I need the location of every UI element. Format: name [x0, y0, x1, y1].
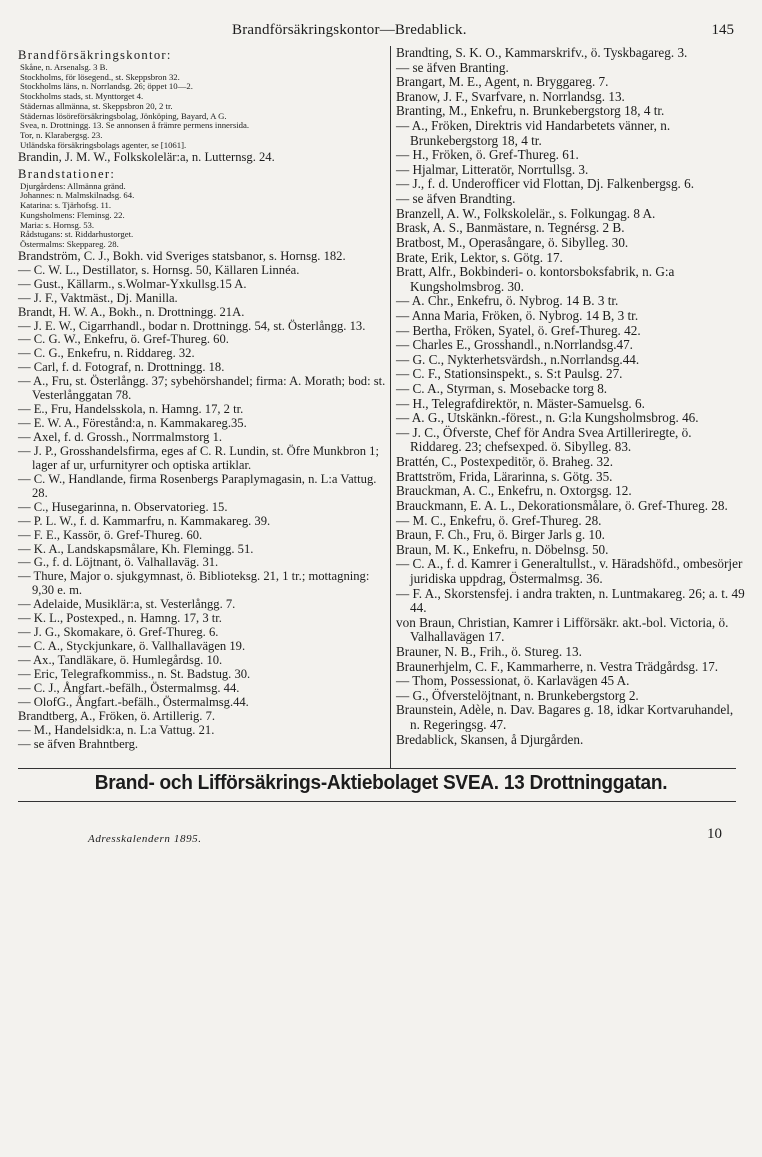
- right-column-entry: Brattén, C., Postexpeditör, ö. Braheg. 32.: [396, 454, 614, 470]
- left-column-entry: Rådstugans: st. Riddarhustorget.: [20, 229, 134, 240]
- left-column-entry: — J. E. W., Cigarrhandl., bodar n. Drottningg. 54, st. Österlångg. 13.: [18, 318, 366, 333]
- left-column-entry: — se äfven Brahntberg.: [18, 736, 139, 751]
- left-column-entry: — G., f. d. Löjtnant, ö. Valhallaväg. 31.: [18, 555, 219, 570]
- left-column-entry: Djurgårdens: Allmänna gränd.: [20, 180, 126, 191]
- left-column-entry: — J. G., Skomakare, ö. Gref-Thureg. 6.: [18, 625, 219, 640]
- left-column-entry: — P. L. W., f. d. Kammarfru, n. Kammakareg. 39.: [18, 513, 271, 528]
- right-column-entry: Bratbost, M., Operasångare, ö. Sibylleg. 30.: [396, 234, 629, 250]
- right-column-entry: — J., f. d. Underofficer vid Flottan, Dj. Falkenbergsg. 6.: [396, 176, 695, 192]
- left-column-entry: Brandt, H. W. A., Bokh., n. Drottningg. 21A.: [18, 304, 245, 319]
- right-column-entry: von Braun, Christian, Kamrer i Lifförsäkr. akt.-bol. Victoria, ö. Valhallavägen 17.: [396, 614, 729, 645]
- right-column-entry: — G. C., Nykterhetsvärdsh., n.Norrlandsg.44.: [396, 351, 640, 367]
- left-column-entry: — A., Fru, st. Österlångg. 37; sybehörshandel; firma: A. Morath; bod: st. Vesterlånggatan 78.: [18, 374, 386, 403]
- right-column-entry: Brate, Erik, Lektor, s. Götg. 17.: [396, 249, 563, 265]
- left-column-entry: — F. E., Kassör, ö. Gref-Thureg. 60.: [18, 527, 203, 542]
- right-column-entry: Branzell, A. W., Folkskolelär., s. Folkungag. 8 A.: [396, 205, 656, 221]
- left-column-entry: Brandförsäkringskontor:: [18, 48, 172, 62]
- right-column-entry: Braunerhjelm, C. F., Kammarherre, n. Vestra Trädgårdsg. 17.: [396, 658, 719, 674]
- left-column-entry: — E., Fru, Handelsskola, n. Hamng. 17, 2 tr.: [18, 402, 244, 417]
- right-column-entry: — H., Telegrafdirektör, n. Mäster-Samuelsg. 6.: [396, 395, 645, 411]
- right-column-entry: — Bertha, Fröken, Syatel, ö. Gref-Thureg. 42.: [396, 322, 641, 338]
- right-column-entry: — M. C., Enkefru, ö. Gref-Thureg. 28.: [396, 512, 602, 528]
- right-column-entry: — A. Chr., Enkefru, ö. Nybrog. 14 B. 3 tr.: [396, 293, 619, 309]
- left-column-entry: — C., Husegarinna, n. Observatorieg. 15.: [18, 499, 228, 514]
- right-column-entry: — C. A., f. d. Kamrer i Generaltullst., v. Häradshöfd., ombesörjer juridiska uppdrag, Östermalmsg. 36.: [396, 556, 743, 586]
- running-title: Brandförsäkringskontor—Bredablick.: [232, 22, 467, 38]
- left-column-entry: Svea, n. Drottningg. 13. Se annonsen å främre permens innersida.: [20, 120, 250, 131]
- right-column: [396, 46, 746, 747]
- left-column-entry: — C. A., Styckjunkare, ö. Vallhallavägen 19.: [18, 639, 246, 654]
- right-column-entry: Branting, M., Enkefru, n. Brunkebergstorg 18, 4 tr.: [396, 103, 665, 119]
- right-column-entry: Braun, M. K., Enkefru, n. Döbelnsg. 50.: [396, 541, 609, 557]
- left-column-entry: Brandstationer:: [18, 166, 116, 181]
- right-column-entry: Brauner, N. B., Frih., ö. Stureg. 13.: [396, 643, 582, 659]
- left-column-entry: Städernas allmänna, st. Skeppsbron 20, 2 tr.: [20, 100, 173, 111]
- right-column-entry: Brauckmann, E. A. L., Dekorationsmålare, ö. Gref-Thureg. 28.: [396, 497, 728, 513]
- right-column-entry: Brangart, M. E., Agent, n. Bryggareg. 7.: [396, 74, 609, 90]
- right-column-entry: — Thom, Possessionat, ö. Karlavägen 45 A.: [396, 673, 630, 689]
- left-column-entry: Stockholms, för lösegend., st. Skeppsbron 32.: [20, 71, 180, 82]
- banner-bottom-rule: [18, 801, 736, 802]
- left-column-entry: Brandström, C. J., Bokh. vid Sveriges statsbanor, s. Hornsg. 182.: [18, 248, 346, 263]
- left-column-entry: Brandin, J. M. W., Folkskolelär:a, n. Lutternsg. 24.: [18, 149, 275, 164]
- left-column-entry: — C. G. W., Enkefru, ö. Gref-Thureg. 60.: [18, 332, 229, 347]
- left-column-entry: — E. W. A., Förestånd:a, n. Kammakareg.35.: [18, 416, 247, 431]
- right-column-entry: Braun, F. Ch., Fru, ö. Birger Jarls g. 10.: [396, 527, 605, 543]
- left-column-entry: — Axel, f. d. Grossh., Norrmalmstorg 1.: [18, 430, 223, 444]
- right-column-entry: — G., Öfverstelöjtnant, n. Brunkebergstorg 2.: [396, 687, 639, 703]
- right-column-entry: Bratt, Alfr., Bokbinderi- o. kontorsboksfabrik, n. G:a Kungsholmsbrog. 30.: [396, 264, 675, 294]
- left-column-entry: — K. L., Postexped., n. Hamng. 17, 3 tr.: [18, 611, 222, 626]
- left-column-entry: — Gust., Källarm., s.Wolmar-Yxkullsg.15 A.: [18, 276, 247, 291]
- right-column-entry: — Anna Maria, Fröken, ö. Nybrog. 14 B, 3 tr.: [396, 307, 639, 323]
- right-column-entry: Brauckman, A. C., Enkefru, n. Oxtorgsg. 12.: [396, 483, 632, 499]
- right-column-entry: — A., Fröken, Direktris vid Handarbetets vänner, n. Brunkebergstorg 18, 4 tr.: [396, 118, 671, 148]
- right-column-entry: — J. C., Öfverste, Chef för Andra Svea Artilleriregte, ö. Riddareg. 23; chefsexped. ö. Sibylleg. 83.: [396, 424, 692, 455]
- right-column-entry: Bredablick, Skansen, å Djurgården.: [396, 731, 584, 747]
- left-column-entry: Skåne, n. Arsenalsg. 3 B.: [20, 61, 108, 72]
- left-column-entry: — J. F., Vaktmäst., Dj. Manilla.: [18, 290, 178, 305]
- banner-top-rule: [18, 768, 736, 769]
- right-column-entry: — C. F., Stationsinspekt., s. S:t Paulsg. 27.: [396, 366, 623, 382]
- left-column-entry: — Thure, Major o. sjukgymnast, ö. Biblioteksg. 21, 1 tr.; mottagning: 9,30 e. m.: [18, 569, 370, 598]
- left-column-entry: Stockholms stads, st. Mynttorget 4.: [20, 91, 144, 102]
- right-column-entry: Brandting, S. K. O., Kammarskrifv., ö. Tyskbagareg. 3.: [396, 45, 688, 60]
- right-column-entry: Braunstein, Adèle, n. Dav. Bagares g. 18, idkar Kortvaruhandel, n. Regeringsg. 47.: [396, 702, 734, 733]
- right-column-entry: — F. A., Skorstensfej. i andra trakten, n. Luntmakareg. 26; a. t. 49 44.: [396, 585, 745, 616]
- right-column-entry: — se äfven Branting.: [396, 59, 509, 75]
- left-column-entry: — Eric, Telegrafkommiss., n. St. Badstug. 30.: [18, 666, 251, 681]
- right-column-entry: — H., Fröken, ö. Gref-Thureg. 61.: [396, 147, 579, 163]
- right-column-entry: — Charles E., Grosshandl., n.Norrlandsg.47.: [396, 337, 633, 353]
- right-column-entry: Brattström, Frida, Lärarinna, s. Götg. 35.: [396, 468, 613, 484]
- left-column-entry: — Adelaide, Musiklär:a, st. Vesterlångg. 7.: [18, 597, 236, 612]
- left-column-entry: — OlofG., Ångfart.-befälh., Östermalmsg.44.: [18, 694, 249, 709]
- left-column-entry: Tor, n. Klarabergsg. 23.: [20, 130, 103, 141]
- left-column-entry: — M., Handelsidk:a, n. L:a Vattug. 21.: [18, 722, 215, 737]
- right-column-entry: Brask, A. S., Banmästare, n. Tegnérsg. 2 B.: [396, 220, 625, 236]
- left-column-entry: Stockholms läns, n. Norrlandsg. 26; öppet 10—2.: [20, 81, 193, 92]
- left-column-entry: — K. A., Landskapsmålare, Kh. Flemingg. 51.: [18, 541, 254, 556]
- left-column-entry: — C. W., Handlande, firma Rosenbergs Paraplymagasin, n. L:a Vattug. 28.: [18, 471, 377, 500]
- left-column-entry: Utländska försäkringsbolags agenter, se [1061].: [20, 139, 187, 150]
- left-column-entry: Maria: s. Hornsg. 53.: [20, 219, 95, 230]
- footer-number: 10: [707, 826, 722, 842]
- left-column-entry: — Carl, f. d. Fotograf, n. Drottningg. 18.: [18, 360, 225, 375]
- left-column-entry: Städernas lösöreförsäkringsbolag, Jönköping, Bayard, A G.: [20, 110, 227, 121]
- left-column-entry: Katarina: s. Tjärhofsg. 11.: [20, 200, 112, 211]
- right-column-entry: — se äfven Brandting.: [396, 191, 516, 207]
- advertisement-banner: Brand- och Lifförsäkrings-Aktiebolaget SVEA. 13 Drottninggatan.: [94, 771, 668, 794]
- left-column-entry: — C. G., Enkefru, n. Riddareg. 32.: [18, 346, 195, 361]
- left-column-entry: Östermalms: Skeppareg. 28.: [20, 239, 119, 250]
- page-number: 145: [711, 22, 734, 38]
- left-column-entry: — C. W. L., Destillator, s. Hornsg. 50, Källaren Linnéa.: [18, 262, 300, 277]
- left-column: [18, 46, 386, 752]
- left-column-entry: — J. P., Grosshandelsfirma, eges af C. R. Lundin, st. Öfre Munkbron 1; lager af ur, urfurnityrer och optiska artiklar.: [18, 443, 379, 472]
- right-column-entry: — Hjalmar, Litteratör, Norrtullsg. 3.: [396, 161, 589, 177]
- footer-publication: Adresskalendern 1895.: [88, 833, 202, 845]
- left-column-entry: — C. J., Ångfart.-befälh., Östermalmsg. 44.: [18, 680, 240, 695]
- left-column-entry: Brandtberg, A., Fröken, ö. Artillerig. 7.: [18, 708, 216, 723]
- left-column-entry: — Ax., Tandläkare, ö. Humlegårdsg. 10.: [18, 653, 223, 667]
- left-column-entry: Kungsholmens: Fleminsg. 22.: [20, 209, 125, 220]
- left-column-entry: Johannes: n. Malmskilnadsg. 64.: [20, 190, 135, 201]
- column-divider: [390, 46, 391, 768]
- right-column-entry: Branow, J. F., Svarfvare, n. Norrlandsg. 13.: [396, 88, 625, 104]
- right-column-entry: — A. G., Utskänkn.-förest., n. G:la Kungsholmsbrog. 46.: [396, 410, 699, 426]
- right-column-entry: — C. A., Styrman, s. Mosebacke torg 8.: [396, 381, 608, 397]
